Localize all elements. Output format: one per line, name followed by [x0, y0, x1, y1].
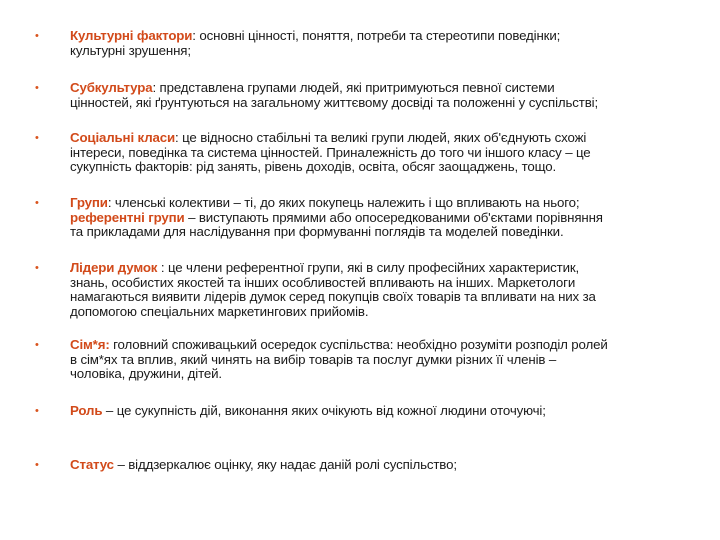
term-label: Роль: [70, 403, 103, 418]
text-line: [70, 404, 546, 419]
text-line: [70, 225, 603, 240]
description-text: : це відносно стабільні та великі групи людей, яких об'єднують схожі: [175, 130, 587, 145]
text-line: [70, 458, 457, 473]
term-label: референтні групи: [70, 209, 185, 225]
text-line: [70, 353, 608, 368]
description-text: – це сукупність дій, виконання яких очікують від кожної людини оточуючі;: [102, 403, 546, 418]
bullet-text: [70, 81, 598, 110]
term-label: Лідери думок: [70, 260, 158, 275]
term-label: Статус: [70, 457, 114, 472]
description-text: : це члени референтної групи, які в силу професійних характеристик,: [157, 260, 580, 275]
text-line: [70, 276, 596, 291]
bullet-text: [70, 404, 546, 419]
bullet-text: [70, 131, 591, 175]
description-text: допомогою спеціальних маркетингових прийомів.: [70, 303, 369, 319]
bullet-text: [70, 338, 608, 382]
description-text: та прикладами для наслідування при формуванні поглядів та моделей поведінки.: [70, 224, 564, 240]
bullet-icon: •: [35, 339, 39, 351]
description-text: намагаються виявити лідерів думок серед покупців своїх товарів та впливати на них за: [70, 289, 596, 305]
text-line: [70, 81, 598, 96]
text-line: [70, 290, 596, 305]
description-text: в сім*ях та вплив, який чинять на вибір товарів та послуг думки різних її членів –: [70, 351, 557, 367]
text-line: [70, 305, 596, 320]
description-text: : представлена групами людей, які притримуються певної системи: [152, 80, 555, 95]
text-line: [70, 211, 603, 226]
description-text: : членські колективи – ті, до яких покупець належить і що впливають на нього;: [107, 195, 580, 210]
term-label: Сім*я:: [70, 337, 110, 352]
bullet-icon: •: [35, 197, 39, 209]
text-line: [70, 146, 591, 161]
bullet-text: [70, 458, 457, 473]
description-text: сукупність факторів: рід занять, рівень доходів, освіта, обсяг заощаджень, тощо.: [70, 159, 557, 175]
description-text: – виступають прямими або опосередкованими об'єктами порівняння: [184, 209, 603, 225]
text-line: [70, 131, 591, 146]
description-text: головний споживацький осередок суспільства: необхідно розуміти розподіл ролей: [109, 337, 608, 352]
description-text: культурні зрушення;: [70, 42, 191, 58]
bullet-text: [70, 261, 596, 319]
text-line: [70, 160, 591, 175]
description-text: чоловіка, дружини, дітей.: [70, 366, 222, 382]
term-label: Культурні фактори: [70, 28, 193, 43]
text-line: [70, 338, 608, 353]
bullet-icon: •: [35, 82, 39, 94]
bullet-icon: •: [35, 262, 39, 274]
bullet-icon: •: [35, 459, 39, 471]
bullet-icon: •: [35, 405, 39, 417]
description-text: інтереси, поведінка та система цінностей. Приналежність до того чи іншого класу – це: [70, 144, 591, 160]
text-line: [70, 44, 560, 59]
bullet-text: [70, 196, 603, 240]
text-line: [70, 29, 560, 44]
description-text: : основні цінності, поняття, потреби та стереотипи поведінки;: [192, 28, 561, 43]
text-line: [70, 261, 596, 276]
text-line: [70, 96, 598, 111]
description-text: знань, особистих якостей та інших особливостей впливають на інших. Маркетологи: [70, 274, 576, 290]
description-text: цінностей, які ґрунтуються на загальному життєвому досвіді та положенні у суспільстві;: [70, 94, 598, 110]
description-text: – віддзеркалює оцінку, яку надає даній ролі суспільство;: [113, 457, 457, 472]
term-label: Соціальні класи: [70, 130, 176, 145]
term-label: Групи: [70, 195, 108, 210]
bullet-text: [70, 29, 560, 58]
term-label: Субкультура: [70, 80, 153, 95]
text-line: [70, 367, 608, 382]
bullet-icon: •: [35, 132, 39, 144]
bullet-icon: •: [35, 30, 39, 42]
text-line: [70, 196, 603, 211]
